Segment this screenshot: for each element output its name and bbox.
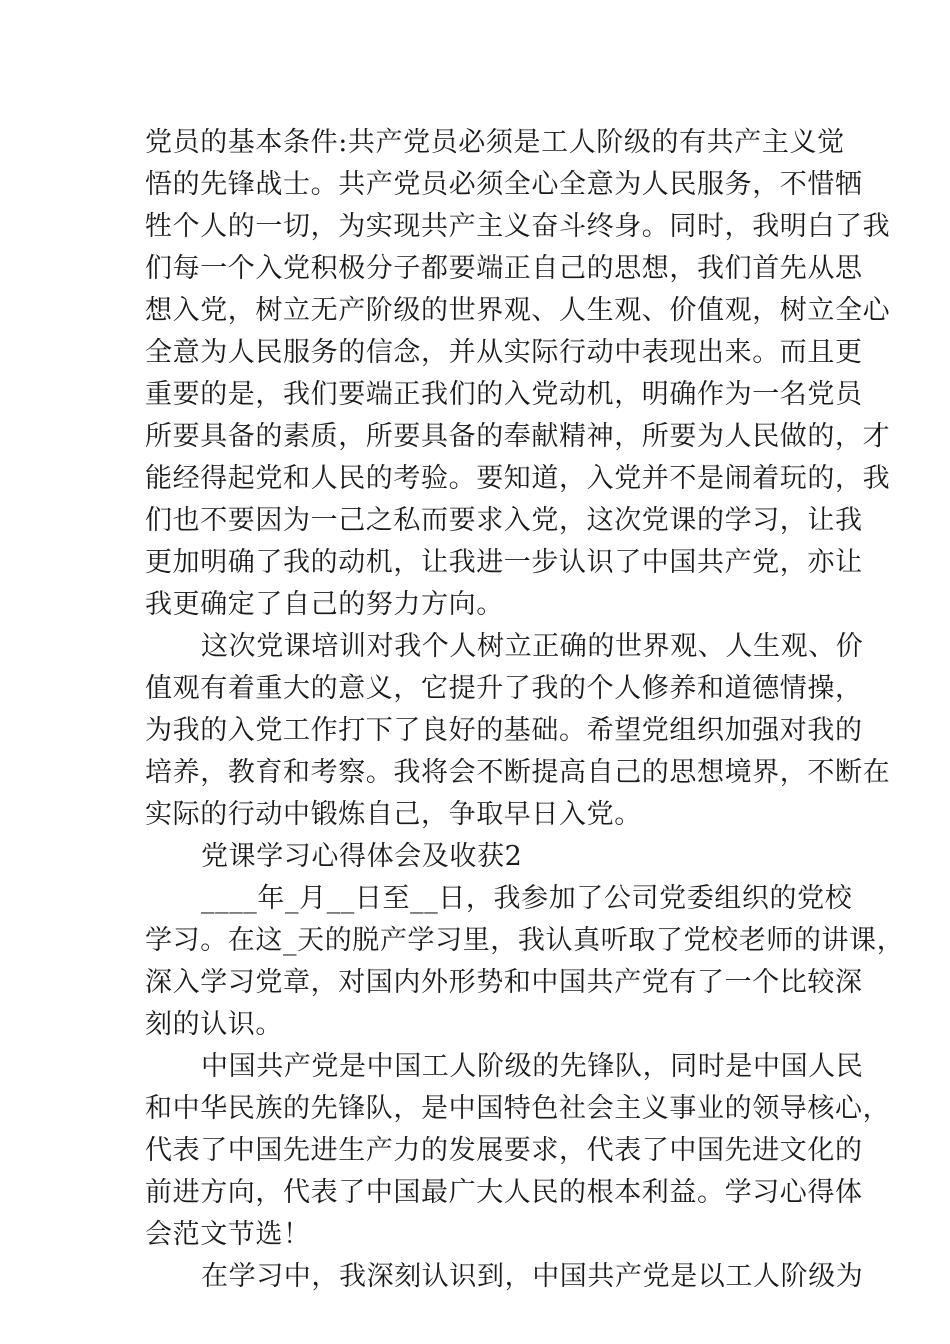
paragraph-first-line: 这次党课培训对我个人树立正确的世界观、人生观、价	[201, 631, 864, 662]
text-line: 为我的入党工作打下了良好的基础。希望党组织加强对我的	[145, 715, 863, 746]
text-line: 和中华民族的先锋队，是中国特色社会主义事业的领导核心，	[145, 1093, 891, 1124]
text-line: 深入学习党章，对国内外形势和中国共产党有了一个比较深	[145, 967, 863, 998]
text-line: 学习。在这_天的脱产学习里，我认真听取了党校老师的讲课，	[145, 925, 905, 956]
text-line: 所要具备的素质，所要具备的奉献精神，所要为人民做的，才	[145, 421, 891, 452]
paragraph-first-line: 党课学习心得体会及收获2	[201, 841, 523, 872]
paragraph-first-line: 中国共产党是中国工人阶级的先锋队，同时是中国人民	[201, 1051, 864, 1082]
text-line: 能经得起党和人民的考验。要知道，入党并不是闹着玩的，我	[145, 463, 891, 494]
text-line: 我更确定了自己的努力方向。	[145, 589, 504, 620]
text-line: 牲个人的一切，为实现共产主义奋斗终身。同时，我明白了我	[145, 211, 891, 242]
text-line: 们也不要因为一己之私而要求入党，这次党课的学习，让我	[145, 505, 863, 536]
text-line: 重要的是，我们要端正我们的入党动机，明确作为一名党员	[145, 379, 863, 410]
paragraph-first-line: ____年_月__日至__日，我参加了公司党委组织的党校	[201, 883, 853, 914]
text-line: 党员的基本条件:共产党员必须是工人阶级的有共产主义觉	[145, 127, 845, 158]
text-line: 前进方向，代表了中国最广大人民的根本利益。学习心得体	[145, 1177, 863, 1208]
text-line: 全意为人民服务的信念，并从实际行动中表现出来。而且更	[145, 337, 863, 368]
text-line: 培养，教育和考察。我将会不断提高自己的思想境界，不断在	[145, 757, 891, 788]
text-line: 代表了中国先进生产力的发展要求，代表了中国先进文化的	[145, 1135, 863, 1166]
text-line: 实际的行动中锻炼自己，争取早日入党。	[145, 799, 642, 830]
text-line: 们每一个入党积极分子都要端正自己的思想，我们首先从思	[145, 253, 863, 284]
document-body	[145, 122, 905, 1298]
text-line: 刻的认识。	[145, 1009, 283, 1040]
text-line: 更加明确了我的动机，让我进一步认识了中国共产党，亦让	[145, 547, 863, 578]
text-line: 想入党，树立无产阶级的世界观、人生观、价值观，树立全心	[145, 295, 891, 326]
text-line: 悟的先锋战士。共产党员必须全心全意为人民服务，不惜牺	[145, 169, 863, 200]
text-line: 会范文节选！	[145, 1219, 311, 1250]
paragraph-first-line: 在学习中，我深刻认识到，中国共产党是以工人阶级为	[201, 1261, 864, 1292]
text-line: 值观有着重大的意义，它提升了我的个人修养和道德情操，	[145, 673, 863, 704]
